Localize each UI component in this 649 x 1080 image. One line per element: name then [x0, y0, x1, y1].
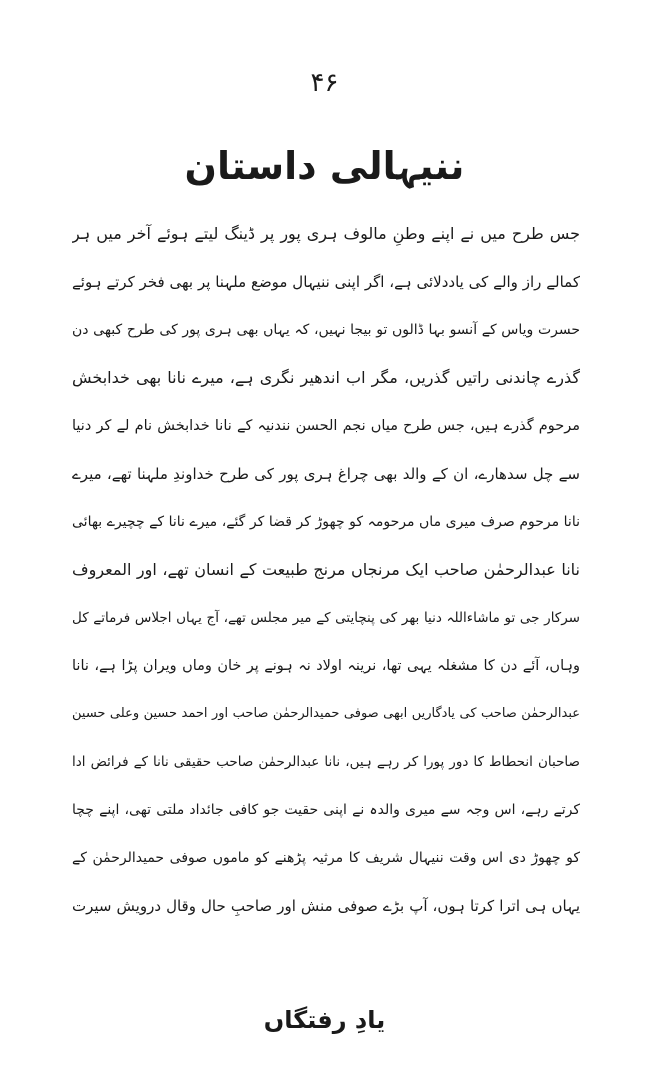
text-line: نانا مرحوم صرف میری ماں مرحومہ کو چھوڑ کر قضا کر گئے، میرے نانا کے چچیرے بھائی [72, 514, 580, 530]
chapter-title: ننیہالی داستان [184, 144, 465, 188]
text-line: صاحبان انحطاط کا دور پورا کر رہے ہیں، نانا عبدالرحمٰن صاحب حقیقی نانا کے فرائض ادا [72, 754, 580, 770]
text-line: سے چل سدھارے، ان کے والد بھی چراغ ہری پور کی طرح خداوندِ ملہنا تھے، میرے [72, 465, 580, 483]
body-text [72, 210, 580, 930]
text-line: یہاں ہی اترا کرتا ہوں، آپ بڑے صوفی منش اور صاحبِ حال وقال درویش سیرت [72, 897, 580, 915]
text-line: کمالے راز والے کی یاددلائی ہے، اگر اپنی ننیہال موضع ملہنا پر بھی فخر کرتے ہوئے [72, 273, 580, 291]
text-line: کرتے رہے، اس وجہ سے میری والدہ نے اپنی حقیت جو کافی جائداد ملتی تھی، اپنے چچا [72, 802, 580, 818]
text-line: عبدالرحمٰن صاحب کی یادگاریں ابھی صوفی حمیدالرحمٰن صاحب اور احمد حسین وعلی حسین [72, 706, 580, 721]
text-line: وہاں، آئے دن کا مشغلہ یہی تھا، نرینہ اولاد نہ ہونے پر خان وماں ویران پڑا ہے، نانا [72, 658, 580, 674]
text-line: مرحوم گذرے ہیں، جس طرح میاں نجم الحسن نندنیہ کے نانا خدابخش نام لے کر دنیا [72, 418, 580, 434]
text-line: حسرت ویاس کے آنسو بہا ڈالوں تو بیجا نہیں، کہ یہاں بھی ہری پور کی طرح کبھی دن [72, 322, 580, 338]
text-line: جس طرح میں نے اپنے وطنِ مالوف ہری پور پر ڈینگ لیتے ہوئے آخر میں ہر [72, 224, 580, 243]
text-line: سرکار جی تو ماشاءاللہ دنیا بھر کی پنچایتی کے میر مجلس تھے، آج یہاں اجلاس فرماتے کل [72, 610, 580, 626]
page-number: ۴۶ [310, 68, 339, 98]
text-line: نانا عبدالرحمٰن صاحب ایک مرنجاں مرنج طبیعت کے انسان تھے، اور المعروف [72, 560, 580, 579]
running-footer: یادِ رفتگاں [263, 1006, 386, 1034]
text-line: گذرے چاندنی راتیں گذریں، مگر اب اندھیر نگری ہے، میرے نانا بھی خدابخش [72, 368, 580, 387]
text-line: کو چھوڑ دی اس وقت ننیہال شریف کا مرثیہ پڑھنے کو ماموں صوفی حمیدالرحمٰن کے [72, 850, 580, 866]
